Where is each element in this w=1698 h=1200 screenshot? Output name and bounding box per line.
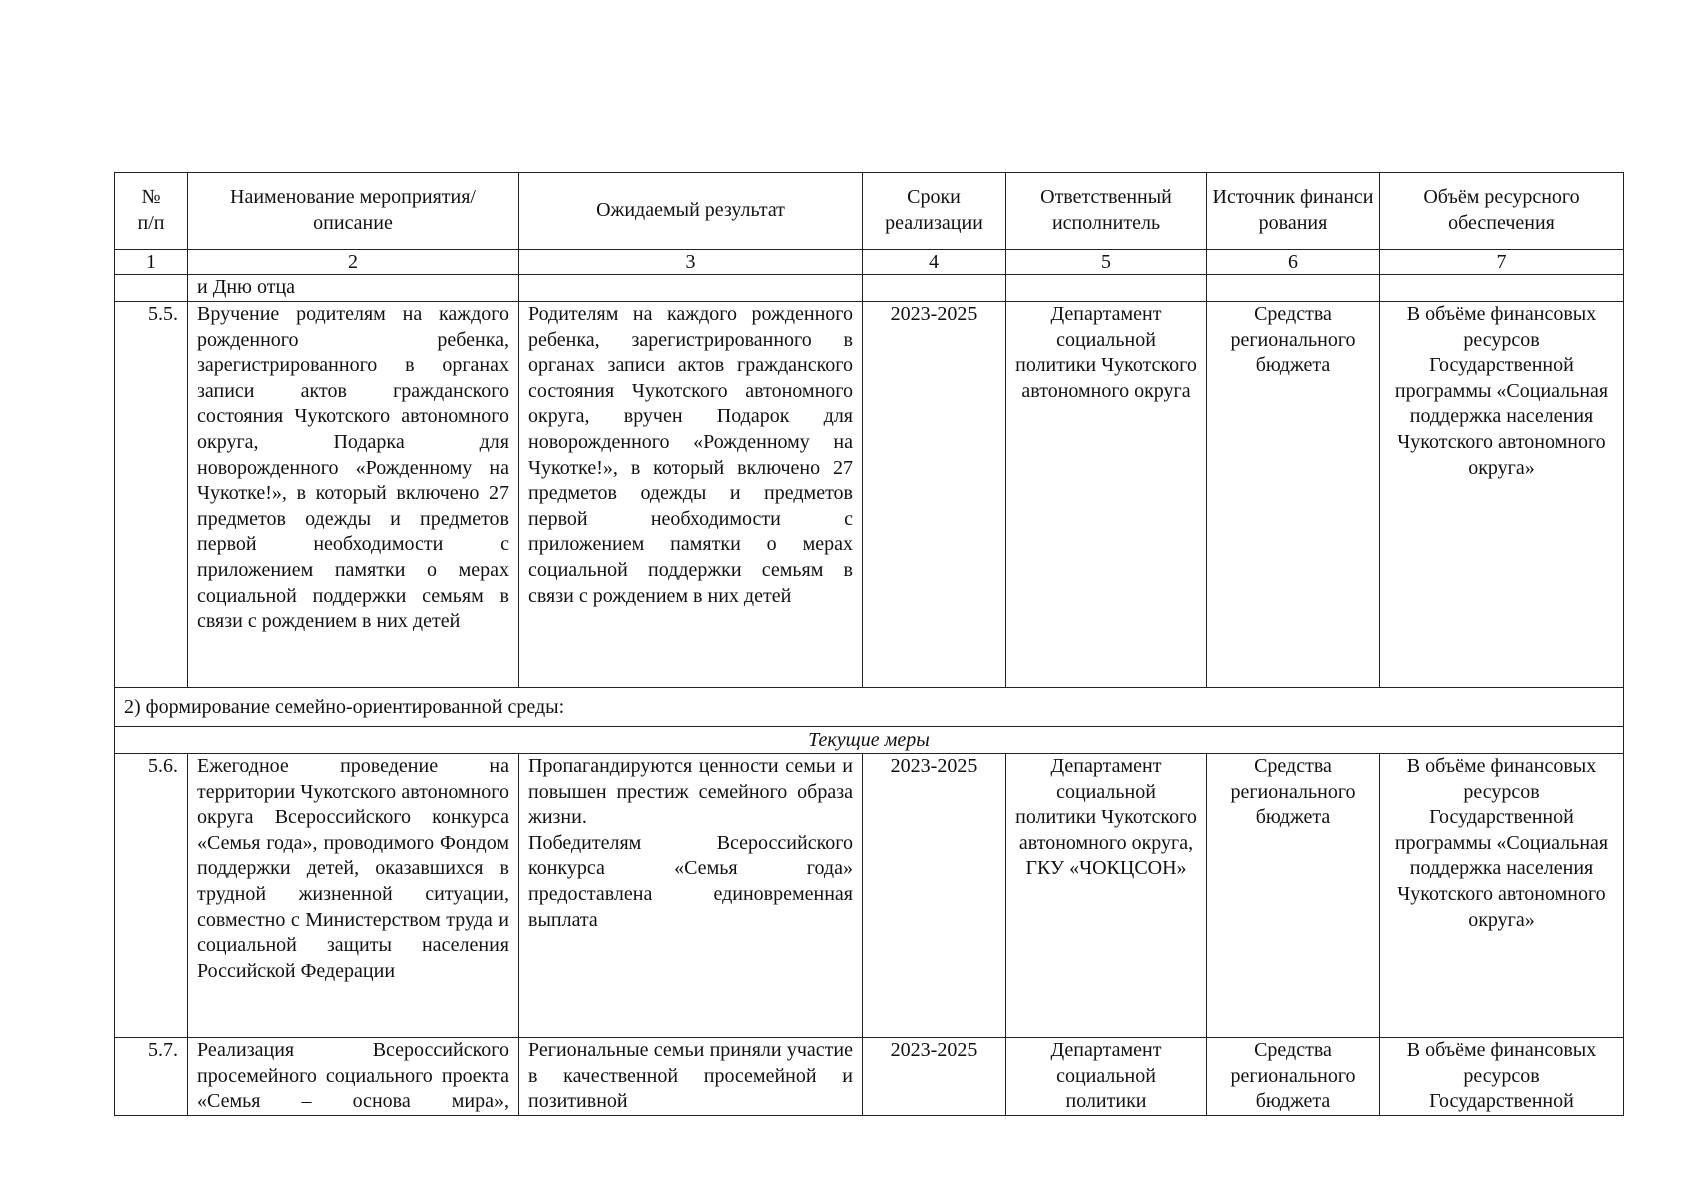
expected-result: Региональные семьи приняли участие в качественной просемейной и позитивной: [519, 1038, 863, 1116]
header-row: [115, 173, 1624, 250]
resource-volume: В объёме финансовых ресурсов Государственной: [1380, 1038, 1624, 1116]
continuation-row: [115, 275, 1624, 302]
subsection-title: Текущие меры: [115, 727, 1624, 754]
column-number: 5: [1006, 250, 1207, 275]
funding-source: Средства регионального бюджета: [1207, 754, 1380, 1038]
executor: Департамент социальной политики: [1006, 1038, 1207, 1116]
column-number: 3: [519, 250, 863, 275]
header-period: Сроки реализации: [863, 173, 1006, 250]
column-number-row: [115, 250, 1624, 275]
column-number: 7: [1380, 250, 1624, 275]
executor-name: ГКУ «ЧОКЦСОН»: [1025, 857, 1187, 880]
column-number: 1: [115, 250, 188, 275]
column-number: 4: [863, 250, 1006, 275]
executor: [1006, 754, 1207, 1038]
header-number: № п/п: [115, 173, 188, 250]
row-number: 5.7.: [115, 1038, 188, 1116]
header-result: Ожидаемый результат: [519, 173, 863, 250]
period: 2023-2025: [863, 1038, 1006, 1116]
period: 2023-2025: [863, 754, 1006, 1038]
executor-name: Департамент социальной политики Чукотского автономного округа,: [1015, 755, 1197, 854]
header-volume: Объём ресурсного обеспечения: [1380, 173, 1624, 250]
header-executor: Ответственный исполнитель: [1006, 173, 1207, 250]
expected-result: [519, 754, 863, 1038]
table-row: [115, 1038, 1624, 1116]
continuation-text: и Дню отца: [188, 275, 519, 302]
section-row: [115, 688, 1624, 727]
resource-volume: В объёме финансовых ресурсов Государственной программы «Социальная поддержка населения Чукотского автономного округа»: [1380, 754, 1624, 1038]
table-row: [115, 302, 1624, 688]
section-title: 2) формирование семейно-ориентированной среды:: [115, 688, 1624, 727]
funding-source: Средства регионального бюджета: [1207, 1038, 1380, 1116]
resource-volume: В объёме финансовых ресурсов Государственной программы «Социальная поддержка населения Чукотского автономного округа»: [1380, 302, 1624, 688]
header-source: Источник финансирования: [1207, 173, 1380, 250]
period: 2023-2025: [863, 302, 1006, 688]
executor: Департамент социальной политики Чукотского автономного округа: [1006, 302, 1207, 688]
funding-source: Средства регионального бюджета: [1207, 302, 1380, 688]
measure-name: Реализация Всероссийского просемейного социального проекта «Семья – основа мира»,: [188, 1038, 519, 1116]
column-number: 2: [188, 250, 519, 275]
row-number: 5.5.: [115, 302, 188, 688]
result-paragraph: Пропагандируются ценности семьи и повышен престиж семейного образа жизни.: [528, 755, 853, 829]
measure-name: Вручение родителям на каждого рожденного ребенка, зарегистрированного в органах записи актов гражданского состояния Чукотского автономного округа, Подарка для новорожденного «Рожденному на Чукотке!», в который включено 27 предметов одежды и предметов первой необходимости с приложением памятки о мерах социальной поддержки семьям в связи с рождением в них детей: [188, 302, 519, 688]
subsection-row: [115, 727, 1624, 754]
result-paragraph: Победителям Всероссийского конкурса «Семья года» предоставлена единовременная выплата: [528, 831, 853, 931]
header-name: Наименование мероприятия/ описание: [188, 173, 519, 250]
row-number: 5.6.: [115, 754, 188, 1038]
measures-table: [114, 172, 1624, 1116]
table-row: [115, 754, 1624, 1038]
column-number: 6: [1207, 250, 1380, 275]
measure-name: Ежегодное проведение на территории Чукотского автономного округа Всероссийского конкурса «Семья года», проводимого Фондом поддержки детей, оказавшихся в трудной жизненной ситуации, совместно с Министерством труда и социальной защиты населения Российской Федерации: [188, 754, 519, 1038]
expected-result: Родителям на каждого рожденного ребенка, зарегистрированного в органах записи актов гражданского состояния Чукотского автономного округа, вручен Подарок для новорожденного «Рожденному на Чукотке!», в который включено 27 предметов одежды и предметов первой необходимости с приложением памятки о мерах социальной поддержки семьям в связи с рождением в них детей: [519, 302, 863, 688]
